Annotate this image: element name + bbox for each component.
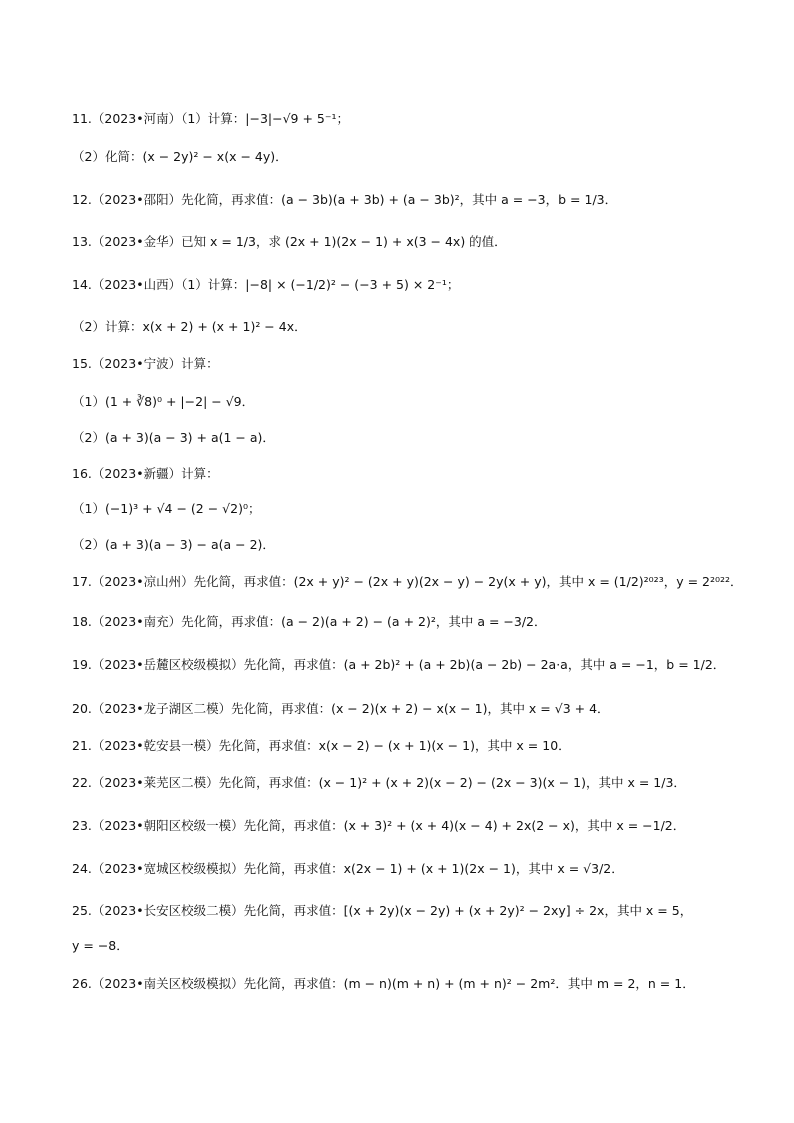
problem-line: 22.（2023•莱芜区二模）先化简，再求值：(x − 1)² + (x + 2)(x − 2) − (2x − 3)(x − 1)，其中 x = 1/3． [72,775,686,790]
problem-line: （1）(−1)³ + √4 − (2 − √2)⁰； [72,501,261,516]
problem-line: 17.（2023•凉山州）先化简，再求值：(2x + y)² − (2x + y)(2x − y) − 2y(x + y)，其中 x = (1/2)²⁰²³，y = 2²⁰²²． [72,574,743,589]
problem-line: 15.（2023•宁波）计算： [72,356,219,371]
problem-line: 11.（2023•河南）（1）计算：|−3|−√9 + 5⁻¹； [72,111,349,126]
problem-line: 16.（2023•新疆）计算： [72,466,219,481]
problem-line: 26.（2023•南关区校级模拟）先化简，再求值：(m − n)(m + n) + (m + n)² − 2m²．其中 m = 2，n = 1． [72,976,695,991]
problem-line: （2）计算：x(x + 2) + (x + 1)² − 4x． [72,319,307,334]
problem-line: 14.（2023•山西）（1）计算：|−8| × (−1/2)² − (−3 + 5) × 2⁻¹； [72,277,460,292]
problem-line: （2）(a + 3)(a − 3) − a(a − 2)． [72,537,275,552]
problem-line: 18.（2023•南充）先化简，再求值：(a − 2)(a + 2) − (a + 2)²，其中 a = −3/2． [72,614,547,629]
problem-line: 24.（2023•宽城区校级模拟）先化简，再求值：x(2x − 1) + (x + 1)(2x − 1)，其中 x = √3/2． [72,861,624,876]
problem-line: 23.（2023•朝阳区校级一模）先化简，再求值：(x + 3)² + (x + 4)(x − 4) + 2x(2 − x)，其中 x = −1/2． [72,818,686,833]
problem-line: 20.（2023•龙子湖区二模）先化简，再求值：(x − 2)(x + 2) − x(x − 1)，其中 x = √3 + 4． [72,701,610,716]
problem-line: 12.（2023•邵阳）先化简，再求值：(a − 3b)(a + 3b) + (a − 3b)²，其中 a = −3，b = 1/3． [72,192,618,207]
problem-line: （1）(1 + ∛8)⁰ + |−2| − √9． [72,394,255,409]
problem-line: 19.（2023•岳麓区校级模拟）先化简，再求值：(a + 2b)² + (a + 2b)(a − 2b) − 2a·a，其中 a = −1，b = 1/2． [72,657,726,672]
problem-line: y = −8． [72,938,129,953]
problem-line: （2）(a + 3)(a − 3) + a(1 − a)． [72,430,275,445]
problem-line: 21.（2023•乾安县一模）先化简，再求值：x(x − 2) − (x + 1)(x − 1)，其中 x = 10． [72,738,571,753]
problem-line: 13.（2023•金华）已知 x = 1/3，求 (2x + 1)(2x − 1) + x(3 − 4x) 的值． [72,234,507,249]
problem-line: （2）化简：(x − 2y)² − x(x − 4y)． [72,149,288,164]
problem-line: 25.（2023•长安区校级二模）先化简，再求值：[(x + 2y)(x − 2y) + (x + 2y)² − 2xy] ÷ 2x，其中 x = 5， [72,903,693,918]
